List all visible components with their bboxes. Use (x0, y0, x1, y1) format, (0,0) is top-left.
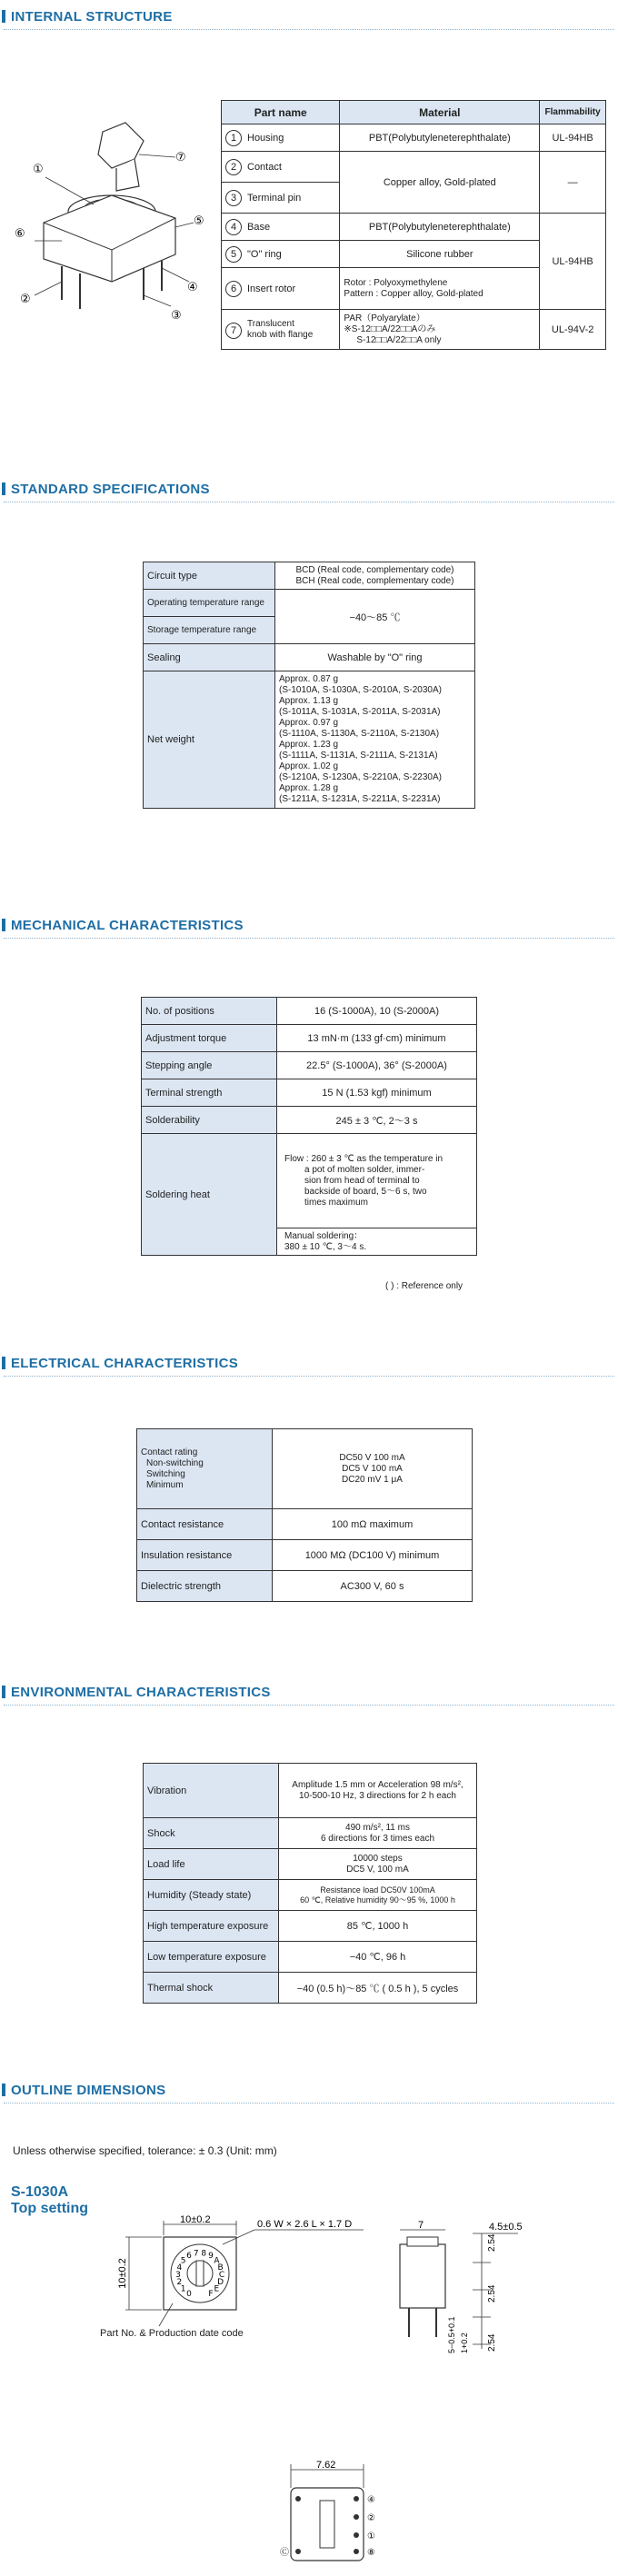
dial-character: 8 (201, 2249, 207, 2259)
material-housing: PBT(Polybutyleneterephthalate) (340, 124, 540, 152)
label-load-life: Load life (144, 1849, 279, 1880)
dial-character: D (217, 2278, 224, 2288)
value-insulation: 1000 MΩ (DC100 V) minimum (273, 1540, 473, 1571)
value-terminal-strength: 15 N (1.53 kgf) minimum (277, 1079, 477, 1107)
col-part-name: Part name (222, 101, 340, 124)
label-1: ① (33, 163, 44, 176)
value-humidity: Resistance load DC50V 100mA 60 ℃, Relative humidity 90～95 %, 1000 h (279, 1880, 477, 1911)
divider (4, 2103, 614, 2104)
dim-height: 10±0.2 (117, 2258, 128, 2289)
section-title: ELECTRICAL CHARACTERISTICS (11, 1355, 239, 1371)
flam-contact: — (540, 152, 606, 214)
label-5: ⑤ (194, 214, 204, 228)
value-sealing: Washable by "O" ring (275, 644, 475, 671)
label-7: ⑦ (175, 151, 186, 164)
value-high-temp: 85 ℃, 1000 h (279, 1911, 477, 1942)
section-marker (2, 1357, 5, 1369)
model-name: S-1030A (11, 2184, 69, 2200)
part-number-label: Part No. & Production date code (100, 2328, 244, 2339)
part-terminal-pin: 3 Terminal pin (222, 183, 340, 214)
divider (4, 29, 614, 30)
part-housing: 1 Housing (222, 124, 340, 152)
setting-label: Top setting (11, 2201, 89, 2216)
value-thermal-shock: −40 (0.5 h)～85 ℃ ( 0.5 h ), 5 cycles (279, 1973, 477, 2004)
flam-knob: UL-94V-2 (540, 310, 606, 350)
dim-pitch-c: 2.54 (487, 2333, 497, 2352)
electrical-table (136, 1428, 473, 1602)
label-soldering-heat: Soldering heat (142, 1134, 277, 1256)
dial-character: 0 (186, 2289, 192, 2299)
material-base: PBT(Polybutyleneterephthalate) (340, 214, 540, 241)
section-internal (0, 7, 618, 30)
flam-housing: UL-94HB (540, 124, 606, 152)
dim-flange: 4.5±0.5 (489, 2222, 523, 2233)
label-net-weight: Net weight (144, 671, 275, 809)
pin-label-2: ② (367, 2513, 375, 2523)
material-insert-rotor: Rotor : Polyoxymethylene Pattern : Copper alloy, Gold-plated (340, 268, 540, 310)
section-marker (2, 10, 5, 23)
section-mechanical (0, 916, 618, 939)
col-material: Material (340, 101, 540, 124)
value-stepping: 22.5° (S-1000A), 36° (S-2000A) (277, 1052, 477, 1079)
value-circuit-type: BCD (Real code, complementary code) BCH (Real code, complementary code) (275, 562, 475, 590)
value-vibration: Amplitude 1.5 mm or Acceleration 98 m/s², 10-500-10 Hz, 3 directions for 2 h each (279, 1764, 477, 1818)
dim-pin-tolerance: 1+0.2 (460, 2332, 469, 2353)
dial-character: F (208, 2289, 214, 2299)
pin-label-4: ④ (367, 2495, 375, 2505)
side-view-drawing (382, 2220, 545, 2362)
label-op-temp: Operating temperature range (144, 590, 275, 617)
dim-depth: 7 (418, 2220, 424, 2231)
label-torque: Adjustment torque (142, 1025, 277, 1052)
label-sealing: Sealing (144, 644, 275, 671)
material-o-ring: Silicone rubber (340, 241, 540, 268)
pin-label-8: ⑧ (367, 2548, 375, 2558)
section-marker (2, 2084, 5, 2096)
value-shock: 490 m/s², 11 ms 6 directions for 3 times each (279, 1818, 477, 1849)
material-knob: PAR（Polyarylate） ※S-12□□A/22□□Aのみ S-12□□A/22□□A only (340, 310, 540, 350)
label-low-temp: Low temperature exposure (144, 1942, 279, 1973)
section-standard (0, 480, 618, 502)
dial-character: C (218, 2271, 225, 2280)
label-thermal-shock: Thermal shock (144, 1973, 279, 2004)
value-solderability: 245 ± 3 ℃, 2～3 s (277, 1107, 477, 1134)
section-marker (2, 919, 5, 931)
section-marker (2, 1686, 5, 1698)
section-outline (0, 2081, 618, 2104)
dim-pitch-a: 2.54 (487, 2233, 497, 2252)
label-contact-rating: Contact rating Non-switching Switching Minimum (137, 1429, 273, 1509)
section-environmental (0, 1683, 618, 1706)
label-solderability: Solderability (142, 1107, 277, 1134)
section-title: STANDARD SPECIFICATIONS (11, 481, 210, 497)
section-title: ENVIRONMENTAL CHARACTERISTICS (11, 1684, 271, 1700)
top-view-drawing (117, 2214, 391, 2340)
label-4: ④ (187, 281, 198, 294)
label-storage-temp: Storage temperature range (144, 617, 275, 644)
pin-label-c: Ⓒ (280, 2548, 289, 2558)
value-net-weight: Approx. 0.87 g (S-1010A, S-1030A, S-2010A, S-2030A) Approx. 1.13 g (S-1011A, S-1031A, S-2011A, S-2031A) Approx. 0.97 g (S-1110A, S-1130A, S-2110A, S-2130A) Approx. 1.23 g (S-1111A, S-1131A, S-2111A, S-2131A) Approx. 1.02 g (S-1210A, S-1230A, S-2210A, S-2230A) Approx. 1.28 g (S-1211A, S-1231A, S-2211A, S-2231A) (275, 671, 475, 809)
label-insulation: Insulation resistance (137, 1540, 273, 1571)
col-flammability: Flammability (540, 101, 606, 124)
tolerance-note: Unless otherwise specified, tolerance: ± 0.3 (Unit: mm) (13, 2144, 277, 2157)
dial-character: 9 (208, 2252, 214, 2262)
dim-width: 10±0.2 (180, 2214, 211, 2225)
value-temp: −40～85 ℃ (275, 590, 475, 644)
dial-character: 3 (175, 2271, 181, 2280)
label-stepping: Stepping angle (142, 1052, 277, 1079)
internal-structure-diagram (7, 104, 216, 341)
part-knob: 7 Translucent knob with flange (222, 310, 340, 350)
dial-character: 1 (180, 2284, 186, 2294)
value-contact-resistance: 100 mΩ maximum (273, 1509, 473, 1540)
dial-character: A (214, 2256, 220, 2266)
label-vibration: Vibration (144, 1764, 279, 1818)
value-load-life: 10000 steps DC5 V, 100 mA (279, 1849, 477, 1880)
part-contact: 2 Contact (222, 152, 340, 183)
label-humidity: Humidity (Steady state) (144, 1880, 279, 1911)
standard-spec-table (143, 562, 475, 809)
label-contact-resistance: Contact resistance (137, 1509, 273, 1540)
dial-character: 6 (186, 2252, 192, 2262)
dial-character: 5 (180, 2256, 186, 2266)
section-marker (2, 482, 5, 495)
label-2: ② (20, 293, 31, 306)
value-contact-rating: DC50 V 100 mA DC5 V 100 mA DC20 mV 1 μA (273, 1429, 473, 1509)
environmental-table (143, 1763, 477, 2004)
reference-note: ( ) : Reference only (385, 1281, 464, 1291)
dial-character: 4 (176, 2263, 183, 2273)
flam-base: UL-94HB (540, 214, 606, 310)
label-positions: No. of positions (142, 998, 277, 1025)
dial-character: 7 (193, 2249, 199, 2259)
dial-character: 2 (176, 2278, 183, 2288)
label-high-temp: High temperature exposure (144, 1911, 279, 1942)
section-title: MECHANICAL CHARACTERISTICS (11, 917, 244, 933)
divider (4, 1376, 614, 1377)
dial-character: E (214, 2284, 220, 2294)
label-terminal-strength: Terminal strength (142, 1079, 277, 1107)
value-manual: Manual soldering： 380 ± 10 ℃, 3～4 s. (277, 1228, 477, 1256)
dim-pitch-b: 2.54 (487, 2284, 497, 2302)
part-o-ring: 5 "O" ring (222, 241, 340, 268)
material-contact: Copper alloy, Gold-plated (340, 152, 540, 214)
section-electrical (0, 1354, 618, 1377)
label-6: ⑥ (15, 227, 25, 241)
part-base: 4 Base (222, 214, 340, 241)
dim-pin: 0.6 W × 2.6 L × 1.7 D (257, 2219, 353, 2230)
bottom-view-drawing (273, 2461, 409, 2570)
value-flow: Flow : 260 ± 3 ℃ as the temperature in a pot of molten solder, immer- sion from head of terminal to backside of board, 5～6 s, two times maximum (277, 1134, 477, 1228)
dim-pin-length: 5−0.5+0.1 (447, 2316, 456, 2353)
pin-label-1: ① (367, 2531, 375, 2541)
divider (4, 938, 614, 939)
dial-character: B (217, 2263, 224, 2273)
part-insert-rotor: 6 Insert rotor (222, 268, 340, 310)
label-shock: Shock (144, 1818, 279, 1849)
value-positions: 16 (S-1000A), 10 (S-2000A) (277, 998, 477, 1025)
divider (4, 1705, 614, 1706)
internal-structure-table (221, 100, 606, 350)
value-low-temp: −40 ℃, 96 h (279, 1942, 477, 1973)
dim-pin-spacing: 7.62 (316, 2460, 336, 2471)
section-title: INTERNAL STRUCTURE (11, 8, 173, 25)
value-dielectric: AC300 V, 60 s (273, 1571, 473, 1602)
mechanical-table (141, 997, 477, 1256)
section-title: OUTLINE DIMENSIONS (11, 2082, 166, 2098)
value-torque: 13 mN·m (133 gf·cm) minimum (277, 1025, 477, 1052)
label-circuit-type: Circuit type (144, 562, 275, 590)
label-dielectric: Dielectric strength (137, 1571, 273, 1602)
label-3: ③ (171, 309, 182, 323)
